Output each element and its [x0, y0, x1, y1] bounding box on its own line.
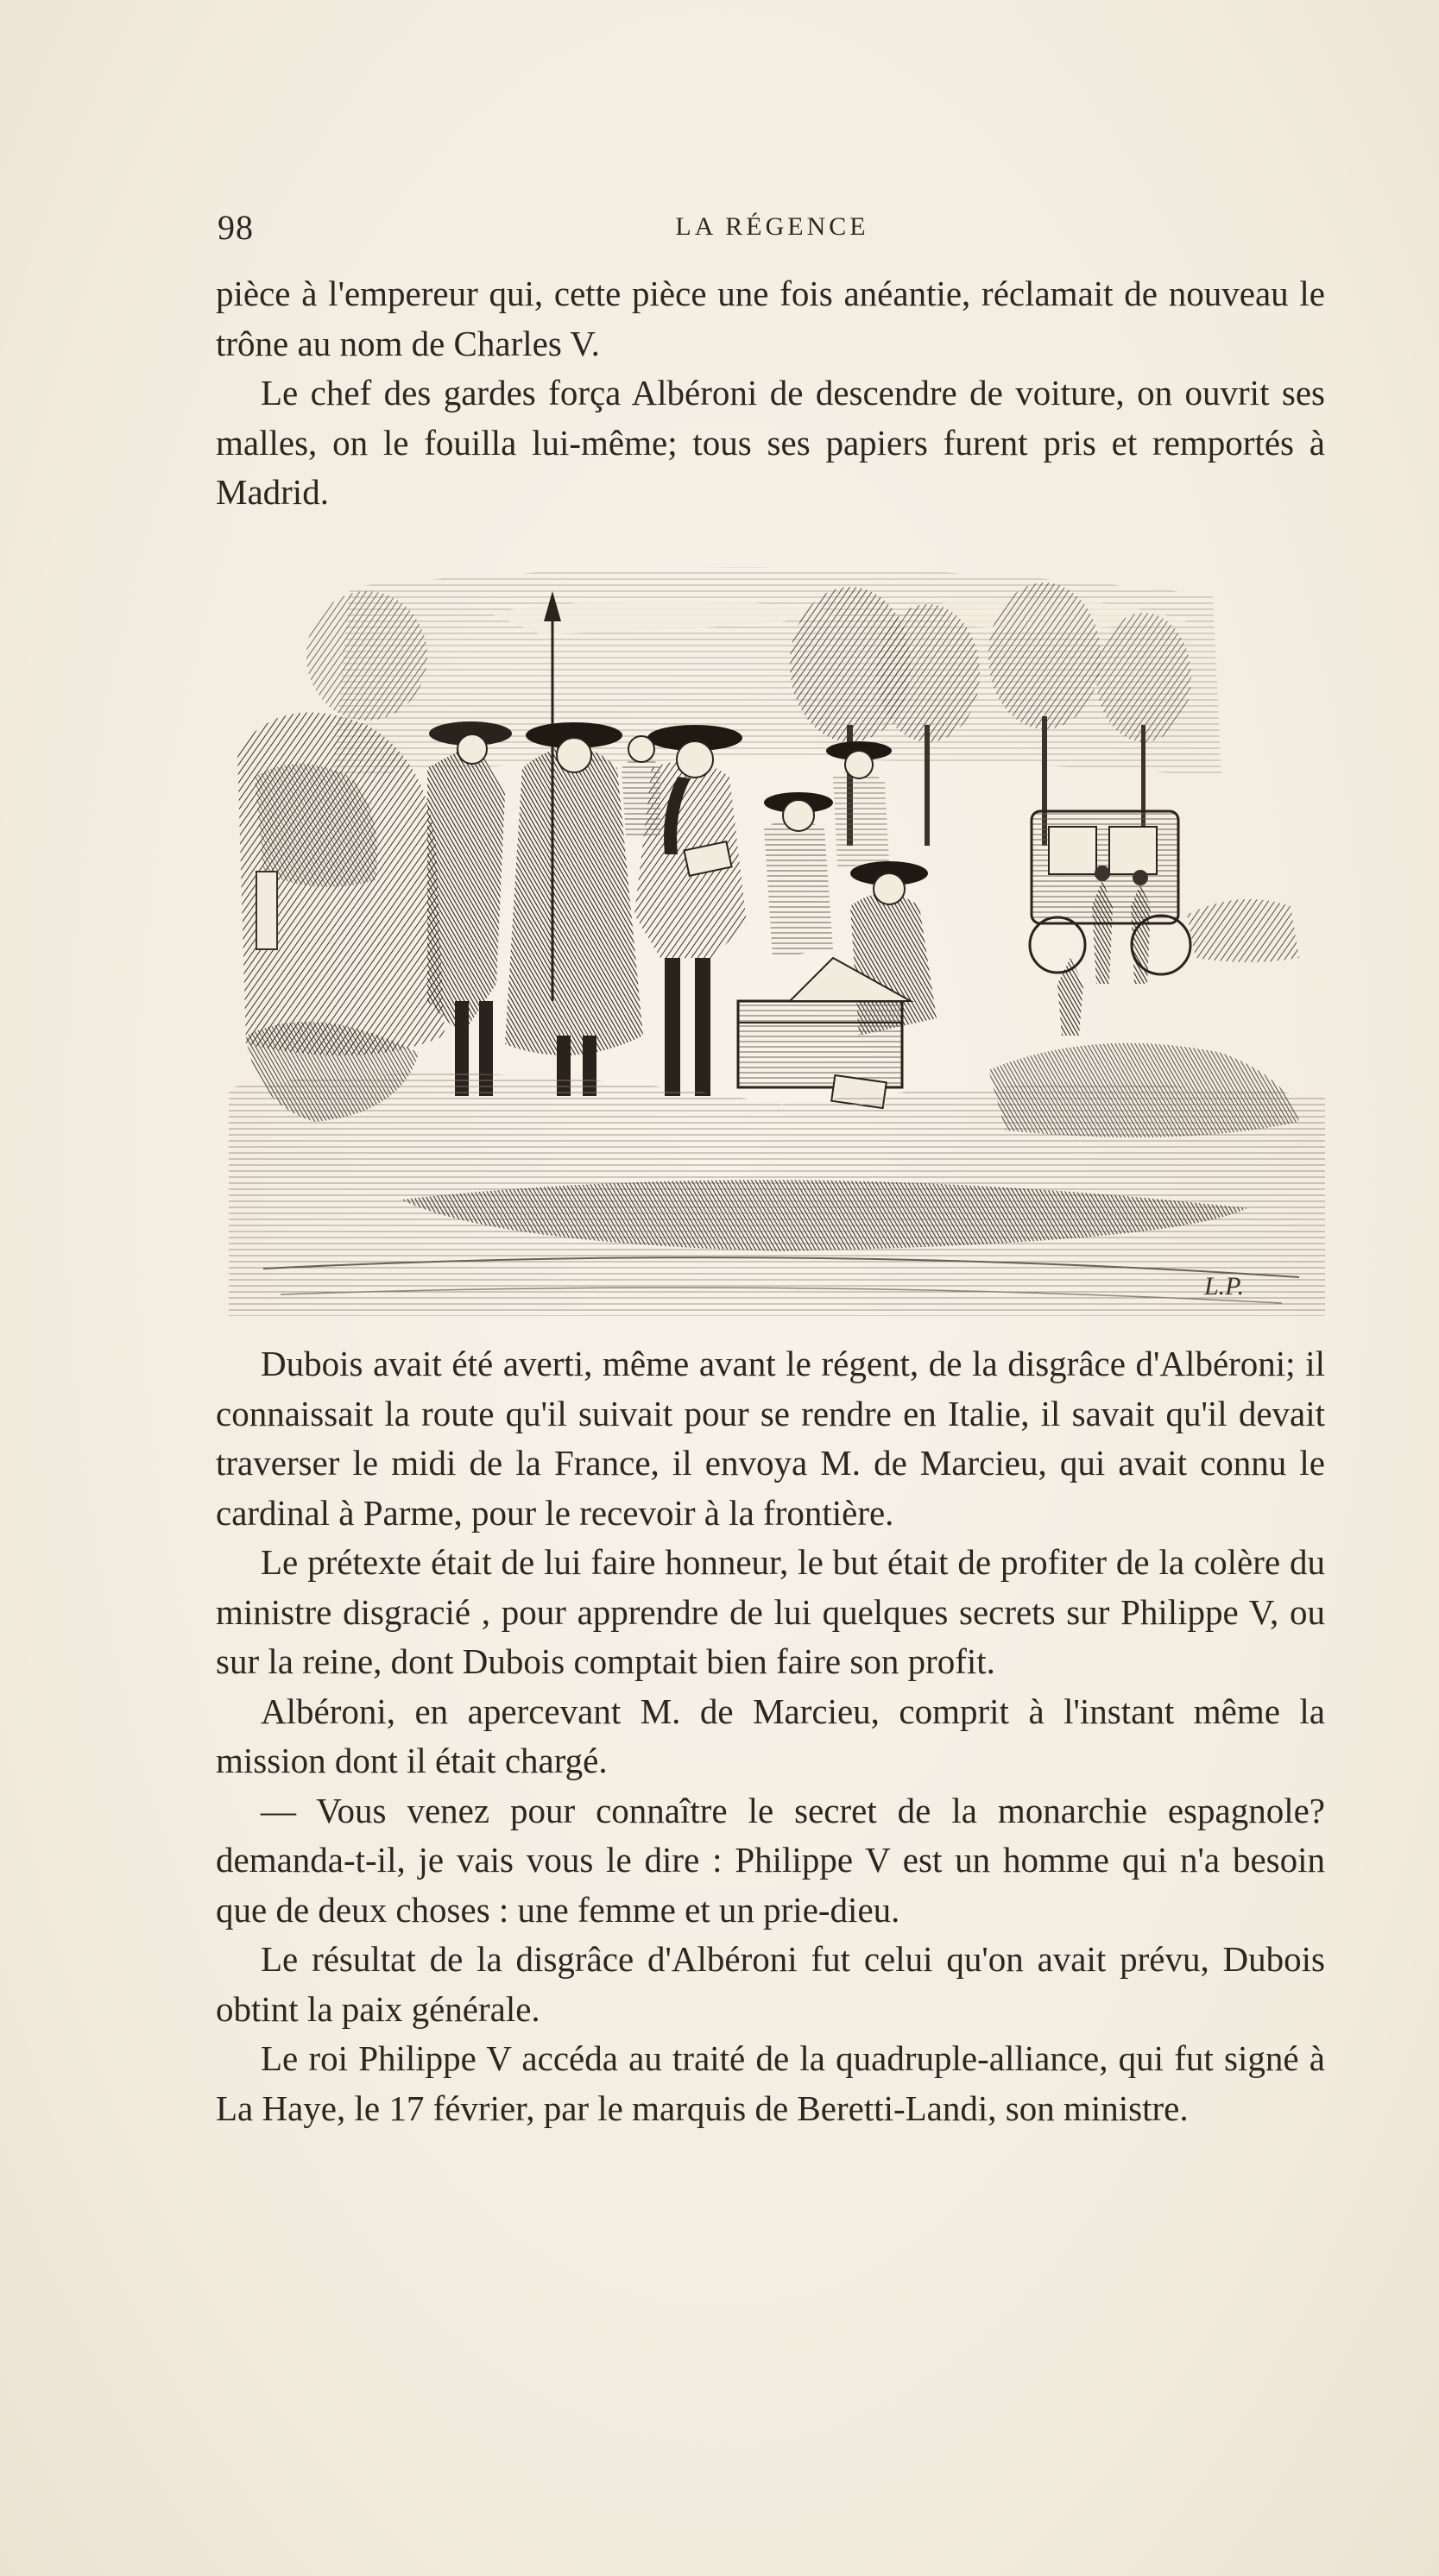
paragraph: Le roi Philippe V accéda au traité de la quadruple-alliance, qui fut signé à La Haye, le 17 février, par le marquis de Beretti-Landi, son ministre.: [216, 2038, 1325, 2128]
carriage: [1030, 811, 1299, 974]
paragraph: Albéroni, en apercevant M. de Marcieu, comprit à l'instant même la mission dont il était chargé.: [216, 1691, 1325, 1780]
engraving-illustration: [229, 552, 1325, 1316]
artist-signature: L.P.: [1204, 1272, 1245, 1301]
paragraph: Dubois avait été averti, même avant le régent, de la disgrâce d'Albéroni; il connaissait la route qu'il suivait pour se rendre en Italie, il savait qu'il devait traverser le midi de la France, il envoya M. de Marcieu, qui avait connu le cardinal à Parme, pour le recevoir à la frontière.: [216, 1344, 1325, 1533]
page-number: 98: [218, 208, 254, 247]
text-block-top: [216, 269, 1325, 518]
paragraph: Le chef des gardes força Albéroni de descendre de voiture, on ouvrit ses malles, on le fouilla lui-même; tous ses papiers furent pris et remportés à Madrid.: [216, 373, 1325, 512]
paragraph: pièce à l'empereur qui, cette pièce une fois anéantie, réclamait de nouveau le trône au nom de Charles V.: [216, 274, 1325, 363]
engraving-scene: [229, 552, 1325, 1316]
running-head: LA RÉGENCE: [675, 212, 869, 241]
page-header: [218, 207, 1327, 250]
paragraph: — Vous venez pour connaître le secret de la monarchie espagnole? demanda-t-il, je vais vous le dire : Philippe V est un homme qui n'a besoin que de deux choses : une femme et un prie-dieu.: [216, 1790, 1325, 1930]
paragraph: Le résultat de la disgrâce d'Albéroni fut celui qu'on avait prévu, Dubois obtint la paix générale.: [216, 1939, 1325, 2029]
paragraph: Le prétexte était de lui faire honneur, le but était de profiter de la colère du ministre disgracié , pour apprendre de lui quelques secrets sur Philippe V, ou sur la reine, dont Dubois comptait bien faire son profit.: [216, 1542, 1325, 1681]
text-block-bottom: [216, 1339, 1325, 2133]
